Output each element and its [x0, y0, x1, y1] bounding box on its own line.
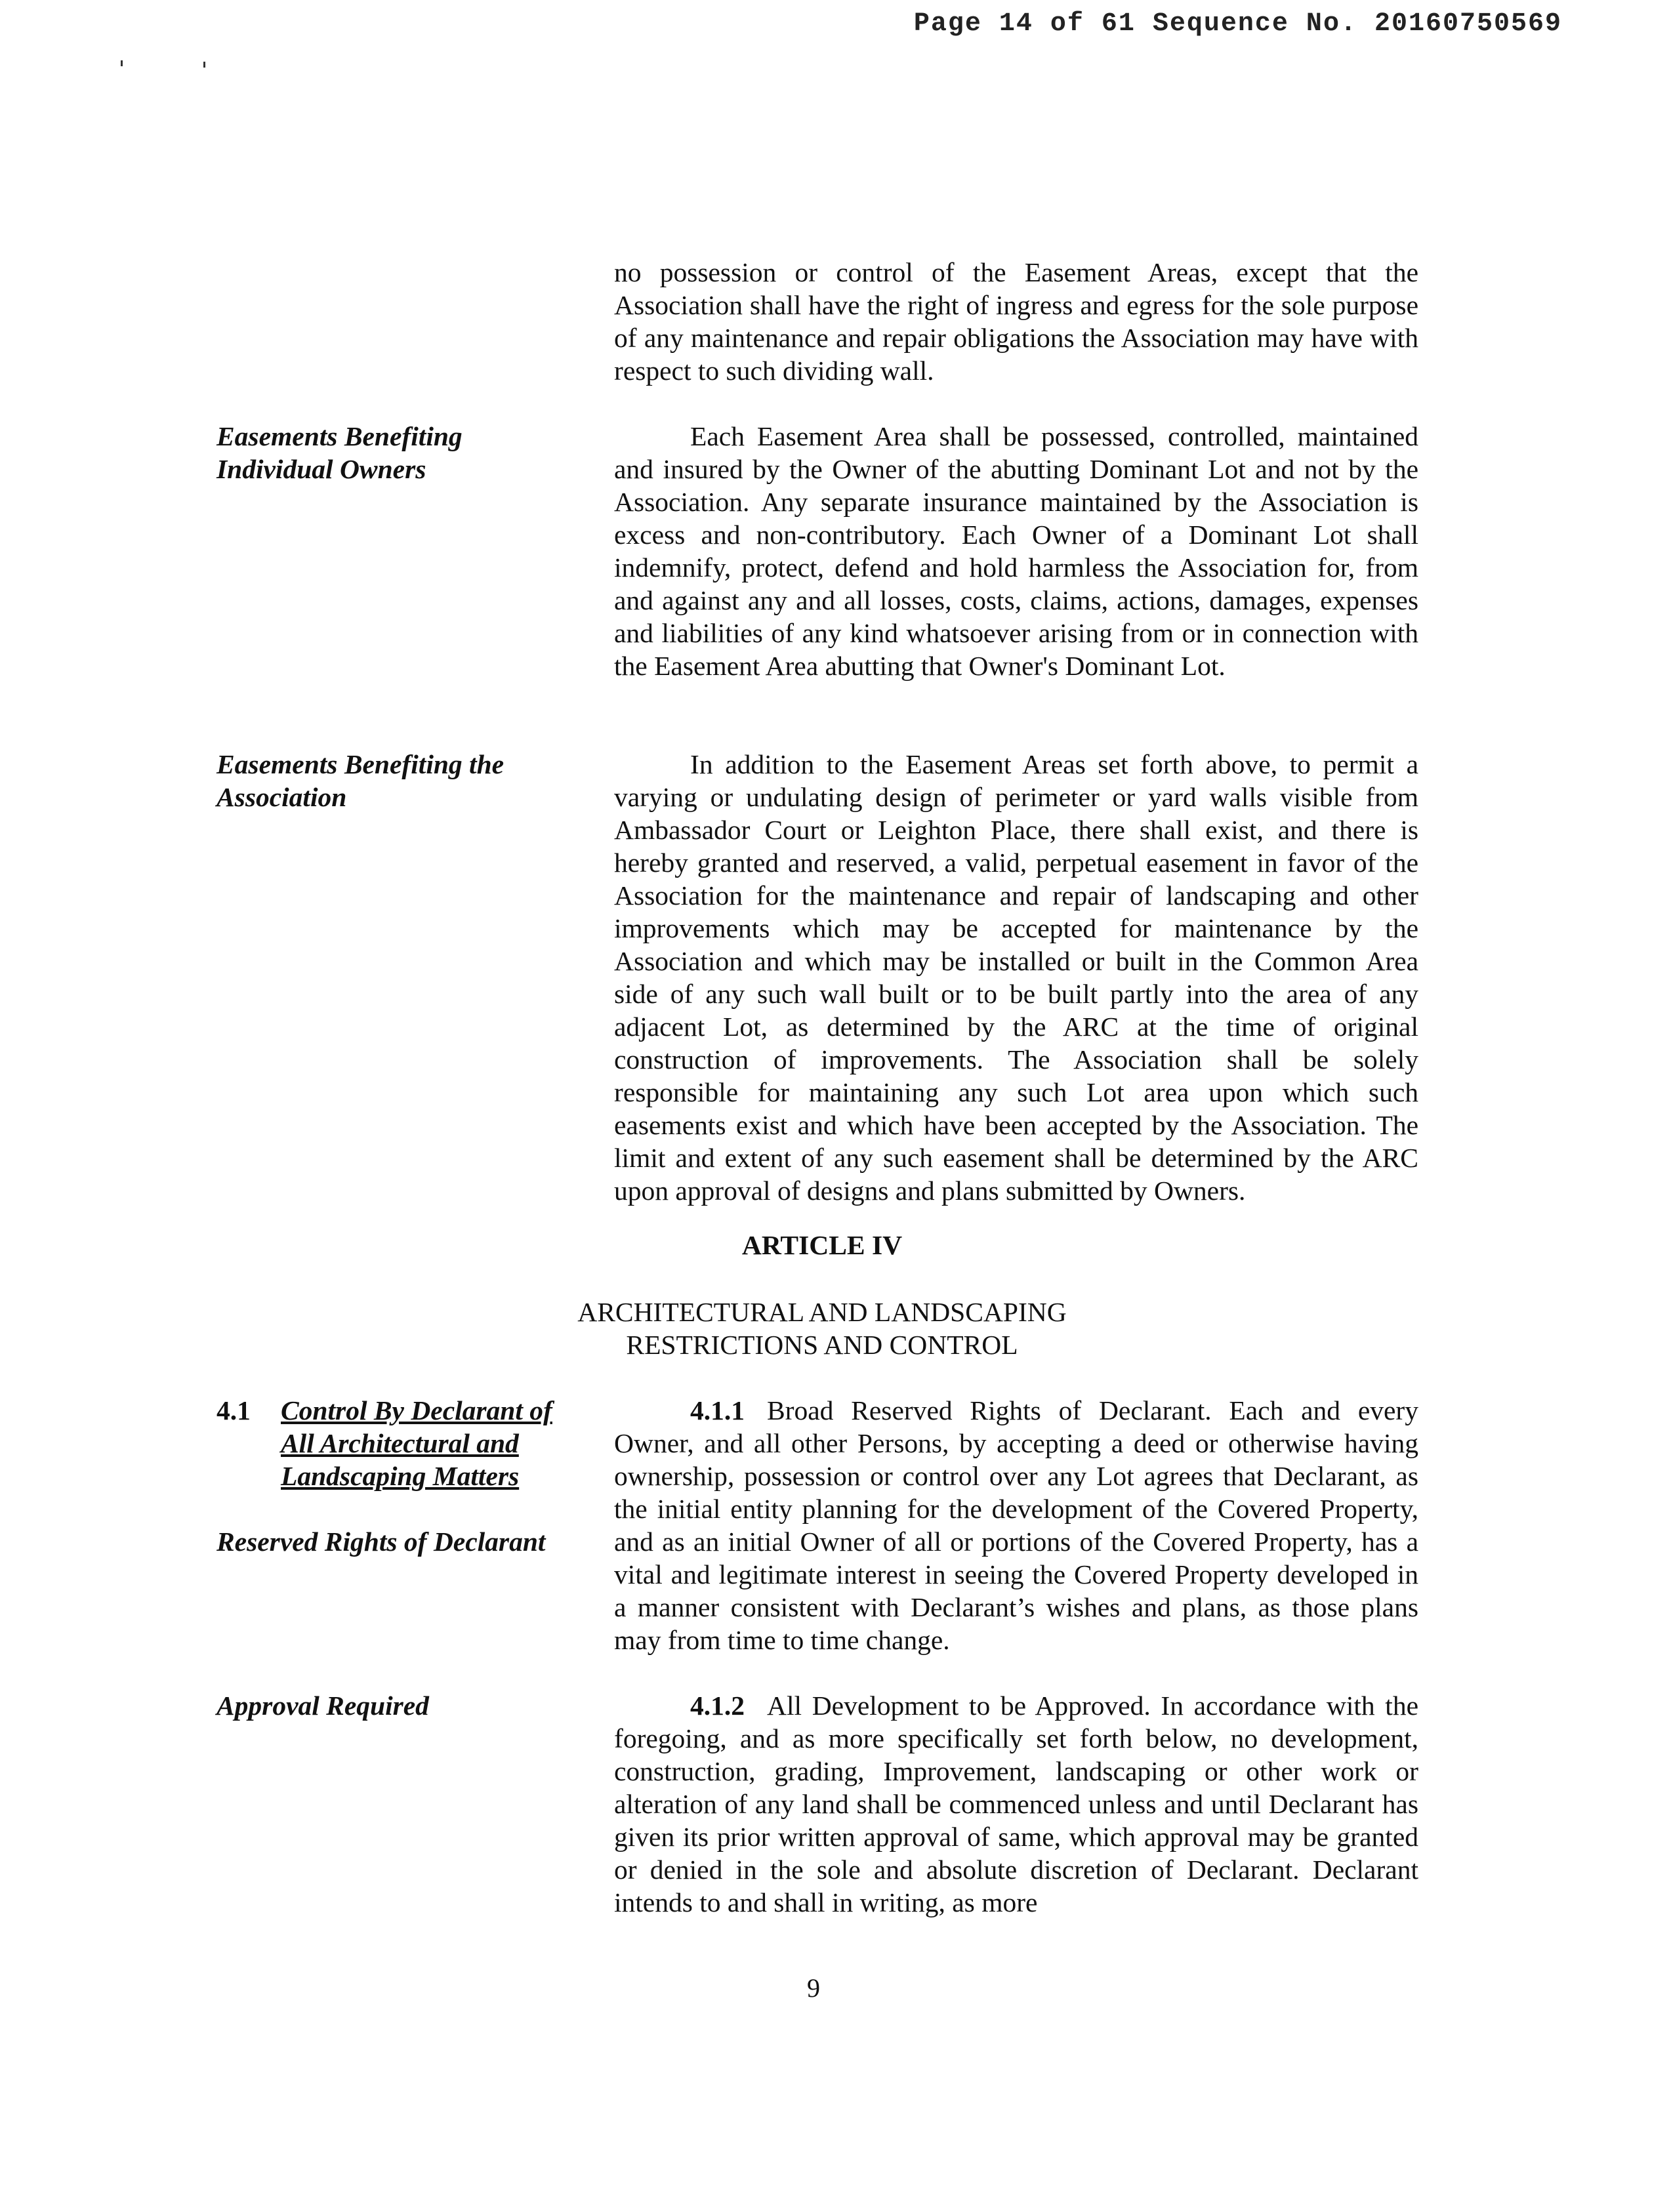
section-4-1-1-paragraph [614, 1394, 1418, 1656]
subsection-number: 4.1.1 [690, 1395, 745, 1425]
margin-heading-individual-owners [217, 420, 584, 485]
intro-paragraph-block [614, 256, 1418, 387]
subsection-text: All Development to be Approved. In accordance with the foregoing, and as more specifically set forth below, no development, construction, grading, Improvement, landscaping or other work or alteration of any land shall be commenced unless and until Declarant has given its prior written approval of same, which approval may be granted or denied in the sole and absolute discretion of Declarant. Declarant intends to and shall in writing, as more [614, 1690, 1418, 1917]
scan-speck-mark [121, 60, 123, 66]
scan-speck-mark [203, 62, 205, 68]
association-paragraph: In addition to the Easement Areas set forth above, to permit a varying or undulating design of perimeter or yard walls visible from Ambassador Court or Leighton Place, there shall exist, and there is hereby granted and reserved, a valid, perpetual easement in favor of the Association for the maintenance and repair of landscaping and other improvements which may be accepted for maintenance by the Association and which may be installed or built in the Common Area side of any such wall built or to be built partly into the area of any adjacent Lot, as determined by the ARC at the time of original construction of improvements. The Association shall be solely responsible for maintaining any such Lot area upon which such easements exist and which have been accepted by the Association. The limit and extent of any such easement shall be determined by the ARC upon approval of designs and plans submitted by Owners. [614, 749, 1418, 1206]
section-number: 4.1 [217, 1395, 251, 1425]
page-sequence-stamp: Page 14 of 61 Sequence No. 20160750569 [913, 9, 1562, 39]
subsection-text: Broad Reserved Rights of Declarant. Each and every Owner, and all other Persons, by accepting a deed or otherwise having ownership, possession or control over any Lot agrees that Declarant, as the initial entity planning for the development of the Covered Property, and as an initial Owner of all or portions of the Covered Property, has a vital and legitimate interest in seeing the Covered Property developed in a manner consistent with Declarant’s wishes and plans, as those plans may from time to time change. [614, 1395, 1418, 1655]
heading-line: Control By Declarant of [281, 1395, 552, 1425]
page-number: 9 [807, 1973, 820, 2003]
heading-line: Easements Benefiting [217, 421, 463, 451]
individual-owners-paragraph-block [614, 420, 1418, 682]
association-paragraph-block [614, 748, 1418, 1207]
section-4-1-2-block [614, 1689, 1418, 1919]
heading-line: All Architectural and [281, 1428, 519, 1458]
article-subtitle-line: RESTRICTIONS AND CONTROL [626, 1330, 1018, 1360]
article-subtitle-line: ARCHITECTURAL AND LANDSCAPING [577, 1297, 1067, 1327]
margin-heading-reserved-rights [217, 1525, 584, 1558]
heading-line: Individual Owners [217, 454, 426, 484]
heading-line: Easements Benefiting the [217, 749, 505, 779]
heading-line: Approval Required [217, 1690, 429, 1721]
article-title: ARTICLE IV [741, 1230, 903, 1260]
section-4-1-heading [217, 1394, 584, 1492]
section-4-1-1-block [614, 1394, 1418, 1656]
heading-line: Reserved Rights of Declarant [217, 1526, 546, 1557]
heading-line: Association [217, 782, 347, 812]
intro-paragraph: no possession or control of the Easement Areas, except that the Association shall have the right of ingress and egress for the sole purpose of any maintenance and repair obligations the Association may have with respect to such dividing wall. [614, 257, 1418, 386]
section-4-1-2-paragraph [614, 1689, 1418, 1919]
margin-heading-association [217, 748, 584, 813]
individual-owners-paragraph: Each Easement Area shall be possessed, controlled, maintained and insured by the Owner of the abutting Dominant Lot and not by the Association. Any separate insurance maintained by the Association is excess and non-contributory. Each Owner of a Dominant Lot shall indemnify, protect, defend and hold harmless the Association for, from and against any and all losses, costs, claims, actions, damages, expenses and liabilities of any kind whatsoever arising from or in connection with the Easement Area abutting that Owner's Dominant Lot. [614, 421, 1418, 681]
subsection-number: 4.1.2 [690, 1690, 745, 1721]
heading-line: Landscaping Matters [281, 1461, 520, 1491]
margin-heading-approval-required [217, 1689, 584, 1722]
